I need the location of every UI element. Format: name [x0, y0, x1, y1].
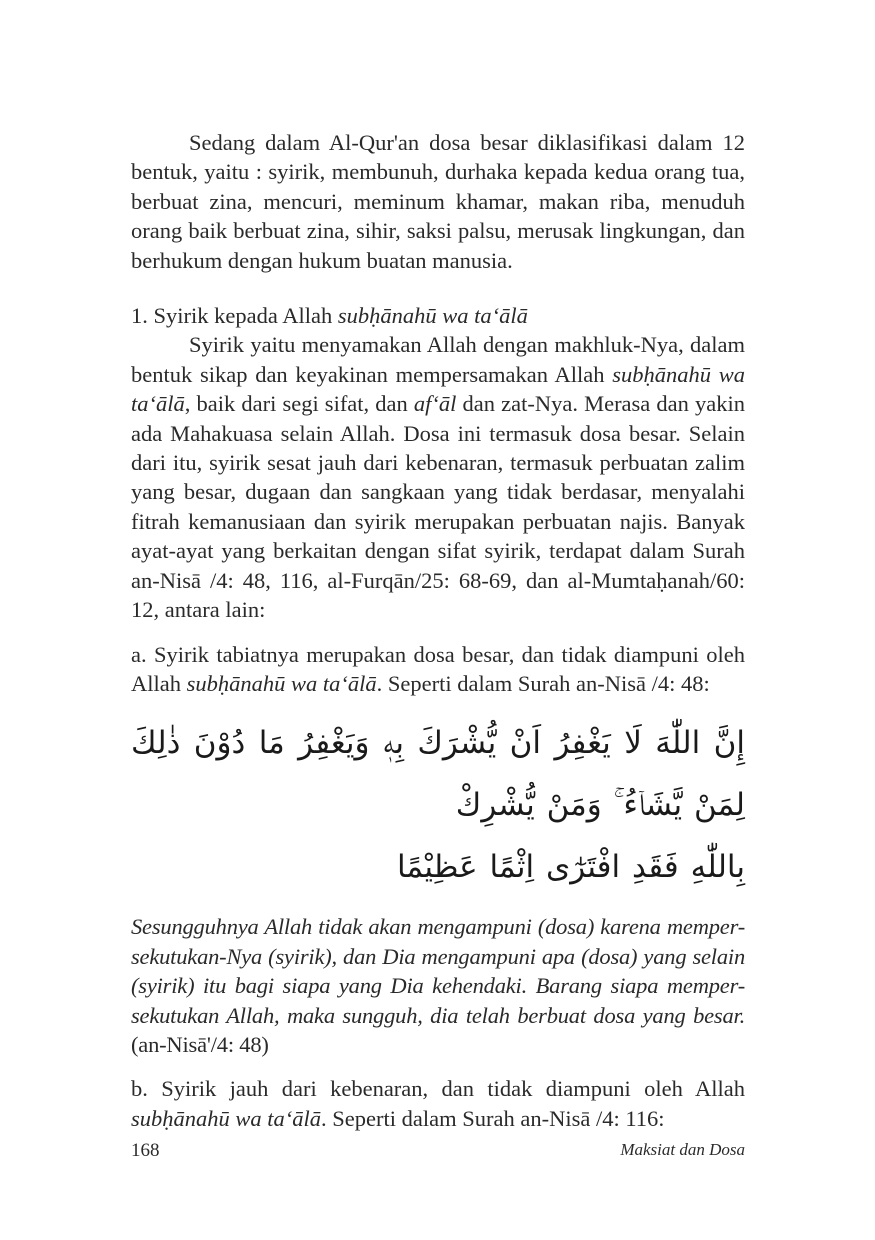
- verse-reference: (an-Nisā'/4: 48): [131, 1031, 269, 1057]
- verse-translation-text: Sesungguhnya Allah tidak akan mengampuni (dosa) karena memper-sekutukan-Nya (syirik), dan Dia mengampuni apa (dosa) yang selain (syirik) itu bagi siapa yang Dia kehendaki. Barang siapa memper-sekutukan Allah, maka sungguh, dia telah berbuat dosa yang besar.: [131, 914, 745, 1028]
- section-paragraph: [131, 330, 745, 624]
- quran-verse-line-1: إِنَّ اللّٰهَ لَا يَغْفِرُ اَنْ يُّشْرَكَ بِهٖ وَيَغْفِرُ مَا دُوْنَ ذٰلِكَ لِمَنْ يَّشَاۤءُ ۚ وَمَنْ يُّشْرِكْ: [131, 725, 745, 824]
- page-number: 168: [131, 1140, 160, 1161]
- section-text-e: dan zat-Nya. Merasa dan yakin ada Mahakuasa selain Allah. Dosa ini termasuk dosa besar. Selain dari itu, syirik sesat jauh dari kebenaran, termasuk perbuatan zalim yang besar, dugaan dan sangkaan yang tidak berdasar, menyalahi fitrah kemanusiaan dan syirik merupakan perbuatan najis. Banyak ayat-ayat yang berkaitan dengan sifat syirik, terdapat dalam Surah an-Nisā /4: 48, 116, al-Furqān/25: 68-69, dan al-Mumtaḥanah/60: 12, antara lain:: [131, 391, 745, 623]
- section-text-c: , baik dari segi sifat, dan: [184, 391, 414, 417]
- point-b-text: b. Syirik jauh dari kebenaran, dan tidak diampuni oleh Allah: [131, 1076, 745, 1102]
- point-b-paragraph: [131, 1074, 745, 1133]
- section-heading-italic: subḥānahū wa ta‘ālā: [337, 303, 528, 329]
- point-a-text-end: . Seperti dalam Surah an-Nisā /4: 48:: [376, 670, 710, 696]
- intro-paragraph: Sedang dalam Al-Qur'an dosa besar diklasifikasi dalam 12 bentuk, yaitu : syirik, membunuh, durhaka kepada kedua orang tua, berbuat zina, mencuri, meminum khamar, makan riba, menuduh orang baik berbuat zina, sihir, saksi palsu, merusak lingkungan, dan berhukum dengan hukum buatan manusia.: [131, 130, 745, 273]
- point-b-italic: subḥānahū wa ta‘ālā: [131, 1105, 322, 1131]
- page-footer: [131, 1140, 745, 1162]
- verse-translation: [131, 912, 745, 1059]
- point-b-text-end: . Seperti dalam Surah an-Nisā /4: 116:: [321, 1105, 665, 1131]
- page-content: [131, 128, 745, 1133]
- quran-verse: [131, 712, 745, 898]
- section-text-a: Syirik yaitu menyamakan Allah dengan makhluk-Nya, dalam bentuk sikap dan keyakinan mempersamakan Allah: [131, 332, 745, 387]
- section-heading: [131, 301, 745, 330]
- point-a-paragraph: [131, 640, 745, 699]
- section-heading-text: 1. Syirik kepada Allah: [131, 303, 338, 329]
- point-a-text: a. Syirik tabiatnya merupakan dosa besar, dan tidak diampuni oleh Allah: [131, 641, 745, 696]
- book-title: Maksiat dan Dosa: [620, 1140, 745, 1159]
- section-text-d: af‘āl: [413, 391, 457, 417]
- quran-verse-line-2: بِاللّٰهِ فَقَدِ افْتَرٰٓى اِثْمًا عَظِيْمًا: [396, 849, 745, 886]
- point-a-italic: subḥānahū wa ta‘ālā: [186, 670, 377, 696]
- section-text-b: subḥānahū wa ta‘ālā: [131, 361, 745, 417]
